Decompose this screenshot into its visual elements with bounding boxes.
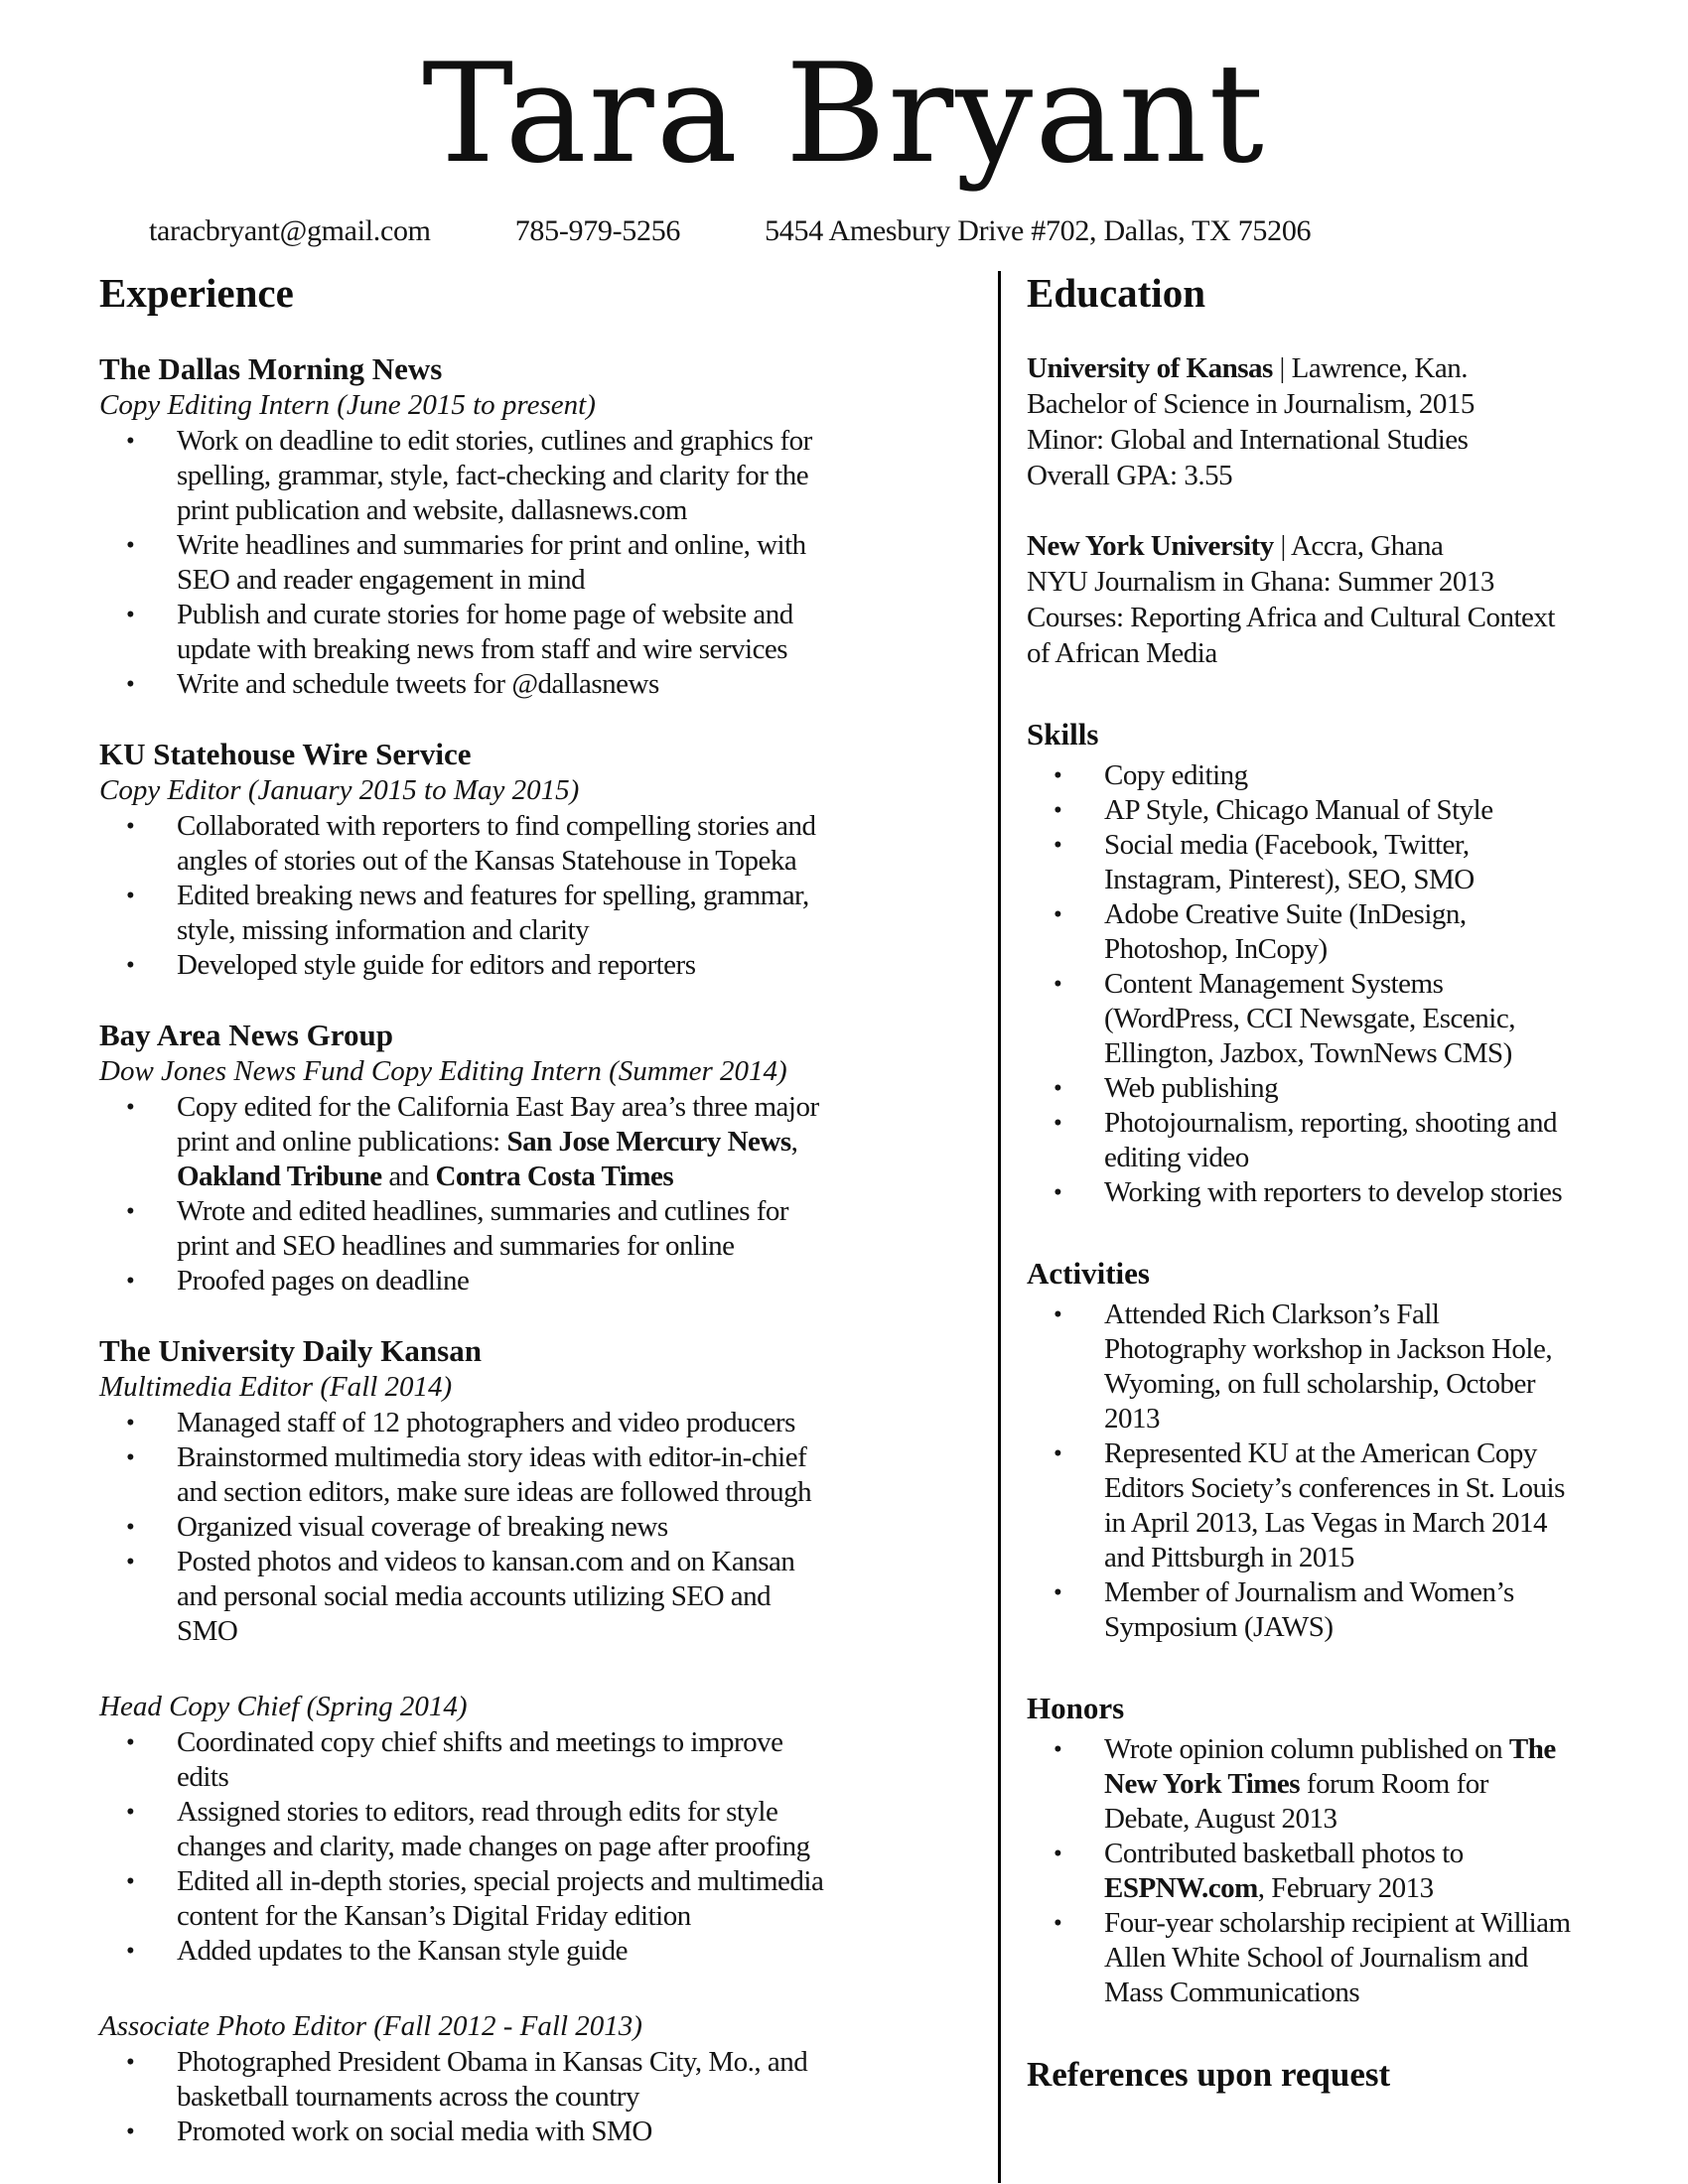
bullet-text: Posted photos and videos to kansan.com and on Kansan and personal social media accounts utilizing SEO and SMO — [177, 1546, 795, 1648]
bullet-text: Edited all in-depth stories, special projects and multimedia content for the Kansan’s Digital Friday edition — [177, 1865, 824, 1933]
bullet-item — [1027, 758, 1571, 793]
section-heading-skills: Skills — [1027, 717, 1099, 752]
bullet-icon: • — [126, 1799, 135, 1827]
bullet-text: Adobe Creative Suite (InDesign, Photoshop, InCopy) — [1104, 898, 1467, 966]
school-name: New York University — [1027, 530, 1274, 563]
bullet-text: Write headlines and summaries for print and online, with SEO and reader engagement in mind — [177, 529, 806, 597]
bullet-item — [99, 1406, 827, 1440]
bullet-icon: • — [126, 883, 135, 910]
bullet-text: Photographed President Obama in Kansas City, Mo., and basketball tournaments across the country — [177, 2046, 808, 2114]
bullet-icon: • — [126, 813, 135, 841]
bullet-item — [1027, 1906, 1571, 2010]
text-segment: , February 2013 — [1257, 1872, 1434, 1905]
section-skills — [1027, 715, 1571, 1210]
text-segment: and — [381, 1160, 436, 1193]
school-detail: Minor: Global and International Studies — [1027, 424, 1469, 457]
bullet-list — [1027, 1297, 1571, 1645]
section-education — [1027, 271, 1571, 671]
bullet-icon: • — [1054, 832, 1062, 860]
bullet-item — [99, 1864, 827, 1934]
bullet-icon: • — [126, 2118, 135, 2146]
school-location: | Lawrence, Kan. — [1272, 352, 1468, 385]
bullet-text: Copy editing — [1104, 759, 1248, 792]
bullet-icon: • — [1054, 1579, 1062, 1607]
bullet-icon: • — [126, 1444, 135, 1472]
bullet-list — [99, 1090, 827, 1298]
resume-header — [0, 34, 1688, 249]
bullet-list — [1027, 1732, 1571, 2010]
bullet-icon: • — [126, 1410, 135, 1437]
bullet-text — [177, 1090, 827, 1194]
bullet-item — [99, 1725, 827, 1795]
bullet-text: AP Style, Chicago Manual of Style — [1104, 794, 1493, 827]
bullet-item — [1027, 1071, 1571, 1106]
bullet-text: Assigned stories to editors, read through edits for style changes and clarity, made changes on page after proofing — [177, 1796, 810, 1863]
bullet-text: Edited breaking news and features for spelling, grammar, style, missing information and clarity — [177, 880, 809, 947]
bullet-item — [99, 667, 827, 702]
job-entry — [99, 736, 827, 983]
contact-email: taracbryant@gmail.com — [149, 214, 431, 248]
contact-phone: 785-979-5256 — [514, 214, 681, 248]
bullet-list — [99, 1406, 827, 1649]
bullet-text: Web publishing — [1104, 1072, 1279, 1105]
bullet-icon: • — [126, 952, 135, 980]
bullet-icon: • — [126, 1729, 135, 1757]
bullet-icon: • — [1054, 1110, 1062, 1138]
role-title: Multimedia Editor (Fall 2014) — [99, 1371, 453, 1404]
school-detail: Courses: Reporting Africa and Cultural Context of African Media — [1027, 602, 1555, 670]
school-name-line — [1027, 350, 1571, 386]
two-column-body — [0, 271, 1688, 2183]
bullet-icon: • — [1054, 1075, 1062, 1103]
bullet-list — [99, 809, 827, 983]
company-name: The Dallas Morning News — [99, 351, 443, 387]
bullet-list — [99, 1725, 827, 1969]
bullet-icon: • — [126, 602, 135, 629]
bullet-text: Promoted work on social media with SMO — [177, 2116, 652, 2148]
bold-text-segment: San Jose Mercury News — [506, 1126, 791, 1159]
bullet-item — [99, 1545, 827, 1649]
company-name: KU Statehouse Wire Service — [99, 737, 472, 772]
bullet-icon: • — [1054, 1179, 1062, 1207]
job-entry — [99, 350, 827, 702]
section-honors — [1027, 1689, 1571, 2010]
role-entry — [99, 772, 827, 983]
bullet-icon: • — [1054, 1910, 1062, 1938]
section-references-upon-request — [1027, 2054, 1571, 2096]
bold-text-segment: The New York Times — [1104, 1733, 1556, 1801]
bullet-item — [99, 2045, 827, 2115]
bullet-item — [99, 1795, 827, 1864]
bold-text-segment: Oakland Tribune — [177, 1160, 382, 1193]
bullet-item — [1027, 897, 1571, 967]
school-detail: Bachelor of Science in Journalism, 2015 — [1027, 388, 1475, 421]
job-entry — [99, 1332, 827, 2149]
bullet-text: Organized visual coverage of breaking news — [177, 1511, 668, 1544]
role-title: Associate Photo Editor (Fall 2012 - Fall 2013) — [99, 2010, 642, 2043]
bullet-text: Brainstormed multimedia story ideas with editor-in-chief and section editors, make sure ideas are followed through — [177, 1441, 812, 1509]
bullet-icon: • — [1054, 971, 1062, 999]
school-detail: Overall GPA: 3.55 — [1027, 460, 1233, 492]
role-entry — [99, 1369, 827, 1649]
role-entry — [99, 1053, 827, 1298]
bullet-icon: • — [126, 1198, 135, 1226]
bullet-item — [99, 2115, 827, 2149]
bullet-item — [99, 424, 827, 528]
bullet-item — [99, 879, 827, 948]
bullet-icon: • — [1054, 1841, 1062, 1868]
bullet-icon: • — [1054, 1736, 1062, 1764]
bullet-text: Work on deadline to edit stories, cutlines and graphics for spelling, grammar, style, fact-checking and clarity for the print publication and website, dallasnews.com — [177, 425, 812, 527]
school-entry — [1027, 528, 1571, 671]
bullet-text: Write and schedule tweets for @dallasnews — [177, 668, 659, 701]
bullet-text: Content Management Systems (WordPress, CCI Newsgate, Escenic, Ellington, Jazbox, TownNews CMS) — [1104, 968, 1515, 1070]
bullet-item — [99, 1934, 827, 1969]
role-entry — [99, 2008, 827, 2149]
section-heading-references-upon-request: References upon request — [1027, 2055, 1391, 2095]
bullet-item — [1027, 828, 1571, 897]
bullet-icon: • — [126, 428, 135, 456]
school-detail: NYU Journalism in Ghana: Summer 2013 — [1027, 566, 1494, 599]
bullet-icon: • — [1054, 1440, 1062, 1468]
role-title: Copy Editor (January 2015 to May 2015) — [99, 774, 580, 807]
bullet-icon: • — [1054, 1301, 1062, 1329]
bullet-icon: • — [1054, 901, 1062, 929]
school-name: University of Kansas — [1027, 352, 1273, 385]
bullet-list — [99, 2045, 827, 2149]
bullet-item — [99, 1264, 827, 1298]
bullet-text: Wrote and edited headlines, summaries and cutlines for print and SEO headlines and summaries for online — [177, 1195, 789, 1263]
bullet-text: Proofed pages on deadline — [177, 1265, 470, 1297]
bullet-text: Photojournalism, reporting, shooting and editing video — [1104, 1107, 1558, 1174]
bullet-item — [1027, 1106, 1571, 1175]
section-heading-honors: Honors — [1027, 1691, 1125, 1726]
bullet-item — [99, 1440, 827, 1510]
bullet-icon: • — [126, 671, 135, 699]
bullet-text: Collaborated with reporters to find compelling stories and angles of stories out of the Kansas Statehouse in Topeka — [177, 810, 816, 878]
bullet-icon: • — [126, 1868, 135, 1896]
bullet-icon: • — [126, 1938, 135, 1966]
education-column — [1001, 271, 1688, 2183]
bullet-item — [99, 1510, 827, 1545]
bullet-item — [1027, 1175, 1571, 1210]
section-activities — [1027, 1254, 1571, 1645]
bullet-icon: • — [126, 1094, 135, 1122]
bullet-icon: • — [126, 1268, 135, 1296]
bullet-text: Attended Rich Clarkson’s Fall Photography workshop in Jackson Hole, Wyoming, on full scholarship, October 2013 — [1104, 1298, 1553, 1435]
right-section-list — [1027, 271, 1571, 2096]
bullet-item — [1027, 1575, 1571, 1645]
bullet-item — [99, 809, 827, 879]
bullet-text: Member of Journalism and Women’s Symposium (JAWS) — [1104, 1576, 1514, 1644]
bold-text-segment: ESPNW.com — [1104, 1872, 1258, 1905]
school-location: | Accra, Ghana — [1273, 530, 1444, 563]
bullet-list — [1027, 758, 1571, 1210]
bullet-icon: • — [126, 2049, 135, 2077]
bullet-icon: • — [126, 1514, 135, 1542]
bullet-list — [99, 424, 827, 702]
section-heading-activities: Activities — [1027, 1256, 1150, 1292]
bullet-item — [1027, 793, 1571, 828]
bullet-text: Publish and curate stories for home page of website and update with breaking news from staff and wire services — [177, 599, 793, 666]
bullet-item — [99, 598, 827, 667]
person-name: Tara Bryant — [422, 34, 1266, 194]
text-segment: Contributed basketball photos to — [1104, 1838, 1464, 1870]
bullet-item — [99, 948, 827, 983]
bullet-icon: • — [126, 1549, 135, 1576]
bullet-item — [99, 1194, 827, 1264]
bullet-text: Social media (Facebook, Twitter, Instagram, Pinterest), SEO, SMO — [1104, 829, 1475, 896]
text-segment: Wrote opinion column published on — [1104, 1733, 1509, 1766]
bullet-item — [1027, 1732, 1571, 1837]
bullet-item — [99, 528, 827, 598]
job-list — [99, 350, 827, 2149]
bullet-text: Working with reporters to develop stories — [1104, 1176, 1563, 1209]
bullet-item — [1027, 967, 1571, 1071]
role-title: Head Copy Chief (Spring 2014) — [99, 1691, 468, 1723]
bullet-text: Managed staff of 12 photographers and video producers — [177, 1407, 795, 1439]
bullet-item — [99, 1090, 827, 1194]
text-segment: Copy edited for the California East Bay area’s three major print and online publications: — [177, 1091, 819, 1159]
school-name-line — [1027, 528, 1571, 564]
job-entry — [99, 1017, 827, 1298]
text-segment: , — [790, 1126, 798, 1159]
experience-heading: Experience — [99, 270, 294, 317]
section-heading-education: Education — [1027, 270, 1205, 317]
role-title: Dow Jones News Fund Copy Editing Intern (Summer 2014) — [99, 1055, 787, 1088]
school-entry — [1027, 350, 1571, 493]
bullet-icon: • — [1054, 797, 1062, 825]
bullet-text — [1104, 1732, 1571, 1837]
role-entry — [99, 1689, 827, 1969]
bold-text-segment: Contra Costa Times — [435, 1160, 674, 1193]
bullet-item — [1027, 1837, 1571, 1906]
bullet-text: Four-year scholarship recipient at William Allen White School of Journalism and Mass Communications — [1104, 1907, 1571, 2009]
bullet-icon: • — [126, 532, 135, 560]
company-name: The University Daily Kansan — [99, 1333, 482, 1369]
bullet-icon: • — [1054, 762, 1062, 790]
bullet-text: Represented KU at the American Copy Editors Society’s conferences in St. Louis in April 2013, Las Vegas in March 2014 and Pittsburgh in 2015 — [1104, 1437, 1565, 1574]
role-entry — [99, 387, 827, 702]
experience-column — [0, 271, 998, 2183]
bullet-item — [1027, 1297, 1571, 1436]
bullet-text: Developed style guide for editors and reporters — [177, 949, 696, 982]
bullet-text — [1104, 1837, 1571, 1906]
text-segment: forum Room for Debate, August 2013 — [1104, 1768, 1488, 1836]
bullet-text: Added updates to the Kansan style guide — [177, 1935, 629, 1968]
contact-address: 5454 Amesbury Drive #702, Dallas, TX 75206 — [765, 214, 1312, 248]
role-title: Copy Editing Intern (June 2015 to present) — [99, 389, 596, 422]
bullet-text: Coordinated copy chief shifts and meetings to improve edits — [177, 1726, 783, 1794]
company-name: Bay Area News Group — [99, 1018, 393, 1053]
bullet-item — [1027, 1436, 1571, 1575]
contact-row — [149, 213, 1688, 249]
